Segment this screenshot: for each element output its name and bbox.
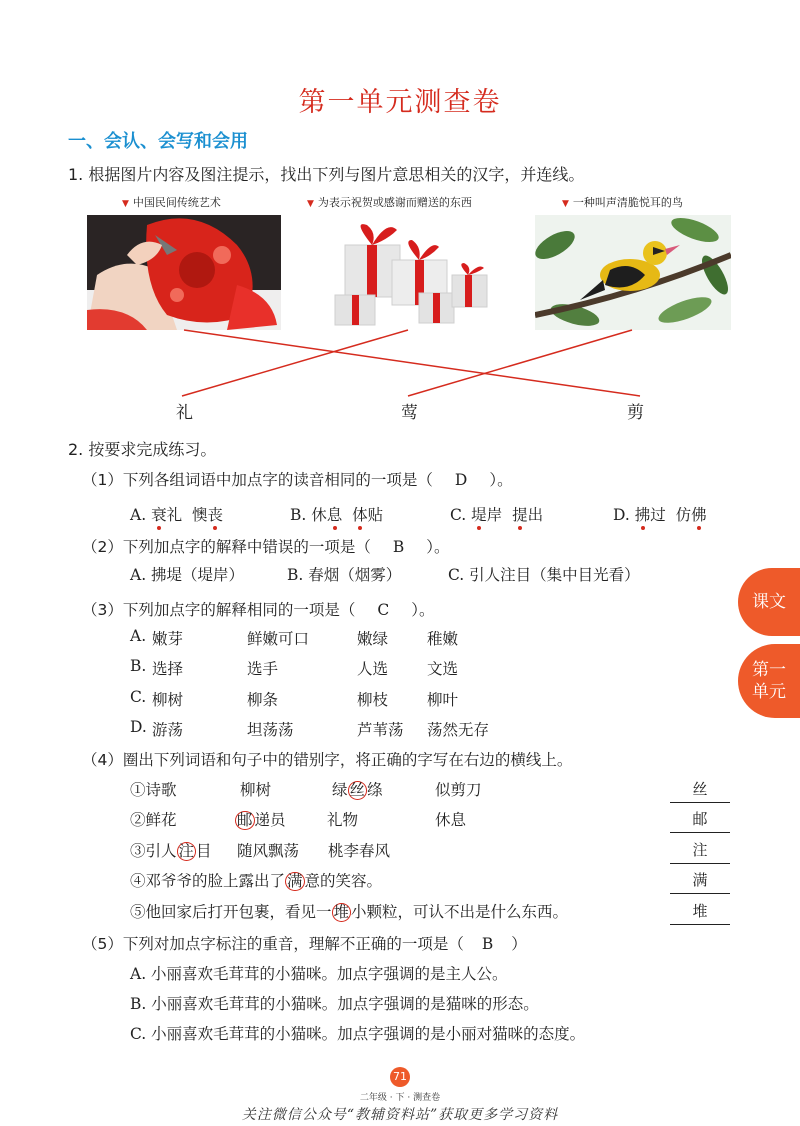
option-letter: A. xyxy=(130,627,147,645)
answer-line: 丝 xyxy=(670,778,730,803)
answer-line: 邮 xyxy=(670,808,730,833)
answer: D xyxy=(454,471,468,489)
word: 柳叶 xyxy=(427,691,459,709)
option-B: B. 小丽喜欢毛茸茸的小猫咪。加点字强调的是猫咪的形态。 xyxy=(130,995,539,1013)
word: 芦苇荡 xyxy=(357,721,404,739)
q2-part4-stem: （4）圈出下列词语和句子中的错别字，将正确的字写在右边的横线上。 xyxy=(82,751,573,769)
word: 游荡 xyxy=(152,721,184,739)
answer-line: 堆 xyxy=(670,900,730,925)
error-circle: 邮 xyxy=(237,811,253,829)
word: 选择 xyxy=(152,660,184,678)
word: 荡然无存 xyxy=(427,721,490,739)
question-1: 1. 根据图片内容及图注提示，找出下列与图片意思相关的汉字，并连线。 xyxy=(68,165,585,184)
word: 嫩绿 xyxy=(357,630,389,648)
footer-promo: 关注微信公众号“教辅资料站”获取更多学习资料 xyxy=(241,1107,559,1123)
p4-row-5: ⑤他回家后打开包裹，看见一 堆 小颗粒，可认不出是什么东西。 xyxy=(130,903,569,921)
footer-grade: 二年级 · 下 · 测查卷 xyxy=(359,1093,441,1103)
word: 柳树 xyxy=(152,691,184,709)
error-circle: 堆 xyxy=(333,903,350,921)
word: 鲜嫩可口 xyxy=(247,630,310,648)
error-circle: 注 xyxy=(178,842,195,860)
triangle-icon: ▼ xyxy=(562,199,569,209)
option-D: D. 拂过 仿佛 xyxy=(613,503,707,525)
caption-1: ▼ 中国民间传统艺术 xyxy=(122,196,221,209)
caption-3: ▼ 一种叫声清脆悦耳的鸟 xyxy=(562,196,683,209)
answer-char: 礼 xyxy=(176,403,193,423)
page-number: 71 xyxy=(390,1067,410,1087)
option-B: B. 休息 体贴 xyxy=(290,503,383,525)
word: 稚嫩 xyxy=(427,630,459,648)
word: 柳条 xyxy=(247,691,279,709)
page-title: 第一单元测查卷 xyxy=(298,87,502,118)
triangle-icon: ▼ xyxy=(122,199,129,209)
answer-line: 满 xyxy=(670,869,730,894)
p4-row-2: ②鲜花 邮 递员 礼物 休息 xyxy=(130,811,467,829)
option-letter: D. xyxy=(130,718,147,736)
q2-part1-stem: （1）下列各组词语中加点字的读音相同的一项是（ D ）。 xyxy=(82,471,513,489)
q2-part5-stem: （5）下列对加点字标注的重音，理解不正确的一项是（ B ） xyxy=(82,935,527,953)
q2-part3-stem: （3）下列加点字的解释相同的一项是（ C ）。 xyxy=(82,601,435,619)
answer-char: 剪 xyxy=(627,403,644,423)
error-circle: 满 xyxy=(287,872,303,890)
word: 人选 xyxy=(357,660,389,678)
word: 文选 xyxy=(427,660,459,678)
answer-line: 注 xyxy=(670,839,730,864)
option-A: A. 拂堤（堤岸） xyxy=(130,566,245,584)
tab-lesson[interactable]: 课文 xyxy=(738,568,800,636)
answer: B xyxy=(481,935,494,953)
option-C: C. 引人注目（集中目光看） xyxy=(448,566,640,584)
word: 柳枝 xyxy=(357,691,389,709)
word: 嫩芽 xyxy=(152,630,184,648)
tab-unit-one[interactable]: 第一单元 xyxy=(738,644,800,718)
word: 坦荡荡 xyxy=(247,721,294,739)
option-A: A. 小丽喜欢毛茸茸的小猫咪。加点字强调的是主人公。 xyxy=(130,965,508,983)
option-letter: C. xyxy=(130,688,147,706)
option-B: B. 春烟（烟雾） xyxy=(287,566,402,584)
p4-row-4: ④邓爷爷的脸上露出了 满 意的笑容。 xyxy=(130,872,383,890)
p4-row-1: ①诗歌 柳树 绿 丝 绦 似剪刀 xyxy=(130,781,482,799)
option-letter: B. xyxy=(130,657,147,675)
gift-boxes-image xyxy=(327,215,495,330)
section-heading: 一、会认、会写和会用 xyxy=(68,131,248,152)
p4-row-3: ③引人 注 目 随风飘荡 桃李春风 xyxy=(130,842,391,860)
option-A: A. 衰礼 懊丧 xyxy=(130,503,223,525)
option-C: C. 小丽喜欢毛茸茸的小猫咪。加点字强调的是小丽对猫咪的态度。 xyxy=(130,1025,586,1043)
oriole-bird-image xyxy=(535,215,731,330)
error-circle: 丝 xyxy=(349,781,366,799)
answer: C xyxy=(377,601,390,619)
answer: B xyxy=(392,538,405,556)
option-C: C. 堤岸 提出 xyxy=(450,503,543,525)
question-2: 2. 按要求完成练习。 xyxy=(68,440,217,459)
q2-part2-stem: （2）下列加点字的解释中错误的一项是（ B ）。 xyxy=(82,538,450,556)
triangle-icon: ▼ xyxy=(307,199,314,209)
paper-cutting-image xyxy=(87,215,281,330)
word: 选手 xyxy=(247,660,279,678)
caption-2: ▼ 为表示祝贺或感谢而赠送的东西 xyxy=(307,196,472,209)
answer-char: 莺 xyxy=(401,403,418,423)
